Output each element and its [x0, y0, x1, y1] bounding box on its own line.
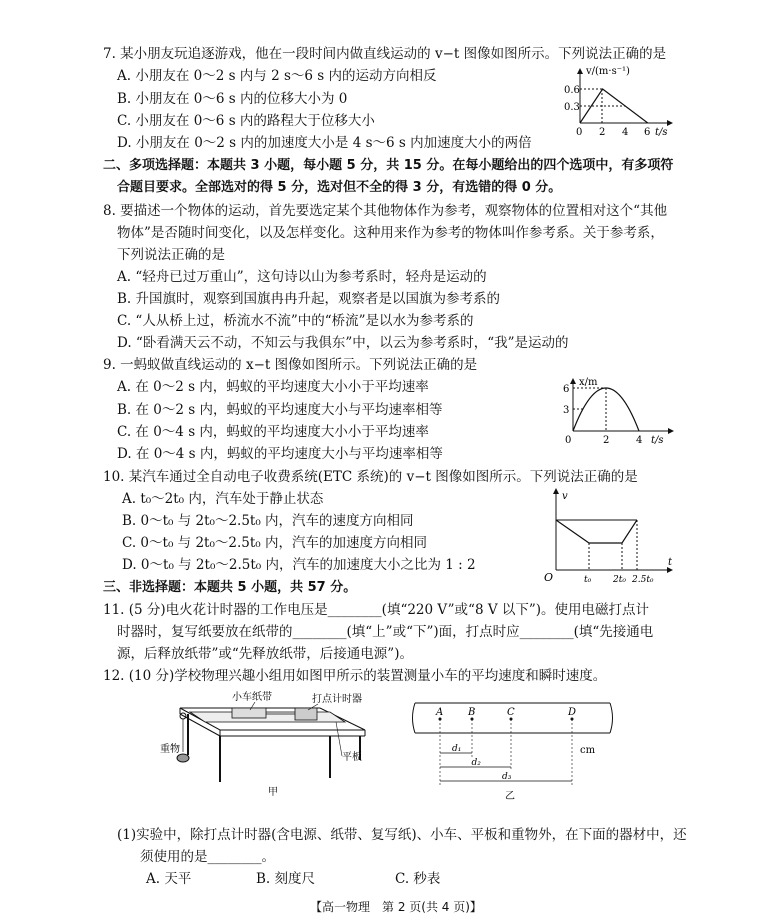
q8-option-a: A. “轻舟已过万重山”，这句诗以山为参考系时，轻舟是运动的	[117, 269, 487, 285]
q8-option-b: B. 升国旗时，观察到国旗冉冉升起，观察者是以国旗为参考系的	[117, 291, 501, 307]
q7-option-a: A. 小朋友在 0～2 s 内与 2 s～6 s 内的运动方向相反	[117, 68, 437, 84]
section2-heading-line1: 二、多项选择题：本题共 3 小题，每小题 5 分，共 15 分。在每小题给出的四个选项中，有多项符	[103, 158, 674, 173]
distance-label-d3: d₃	[502, 772, 512, 782]
q7-xtick-0: 0	[576, 127, 583, 138]
weight	[177, 754, 189, 762]
q12-option-a: A. 天平	[146, 871, 192, 887]
q9-option-c: C. 在 0～4 s 内，蚂蚁的平均速度大小小于平均速率	[117, 424, 429, 440]
q10-option-c: C. 0～t₀ 与 2t₀～2.5t₀ 内，汽车的加速度方向相同	[122, 535, 427, 551]
q11-line1: 11. (5 分)电火花计时器的工作电压是________(填“220 V”或“8 V 以下”)。使用电磁打点计	[103, 602, 650, 618]
q8-option-c: C. “人从桥上过，桥流水不流”中的“桥流”是以水为参考系的	[117, 313, 474, 329]
q8-option-d: D. “卧看满天云不动，不知云与我俱东”中，以云为参考系时，“我”是运动的	[117, 335, 569, 351]
label-cart-tape: 小车纸带	[232, 692, 272, 703]
q9-xtick-4: 4	[636, 435, 643, 446]
q7-x-label: t/s	[655, 127, 668, 138]
label-board: 平板	[342, 752, 362, 763]
q9-xtick-0: 0	[565, 435, 572, 446]
caption-yi: 乙	[505, 791, 515, 802]
q7-xtick-4: 4	[622, 127, 629, 138]
q12-option-b: B. 刻度尺	[256, 871, 316, 887]
q11-line2: 时器时，复写纸要放在纸带的________(填“上”或“下”)面，打点时应________(填“先接通电	[117, 624, 654, 640]
q7-option-c: C. 小朋友在 0～6 s 内的路程大于位移大小	[117, 113, 375, 129]
q12-figure-jia	[160, 690, 380, 800]
q8-stem-line3: 下列说法正确的是	[117, 247, 225, 263]
q10-option-d: D. 0～t₀ 与 2t₀～2.5t₀ 内，汽车的加速度大小之比为 1 : 2	[122, 557, 476, 573]
q9-stem: 9. 一蚂蚁做直线运动的 x−t 图像如图所示。下列说法正确的是	[103, 357, 478, 373]
q7-xtick-6: 6	[644, 127, 651, 138]
q9-option-d: D. 在 0～4 s 内，蚂蚁的平均速度大小与平均速率相等	[117, 446, 443, 462]
q8-stem-line2: 物体”是否随时间变化，以及怎样变化。这种用来作为参考的物体叫作参考系。关于参考系，	[117, 225, 664, 241]
page-footer: 【高一物理 第 2 页(共 4 页)】	[310, 900, 482, 914]
caption-jia: 甲	[268, 787, 278, 798]
q7-stem: 7. 某小朋友玩追逐游戏，他在一段时间内做直线运动的 v−t 图像如图所示。下列说法正确的是	[103, 46, 667, 62]
q10-xtick-2.5t0: 2.5t₀	[632, 575, 654, 585]
q12-figure-yi	[410, 695, 620, 805]
cart	[232, 708, 266, 718]
q7-vt-graph	[560, 65, 680, 140]
timer-device	[295, 708, 317, 720]
q9-x-label: t/s	[651, 435, 664, 446]
tape-unit: cm	[580, 745, 596, 756]
q10-origin: O	[544, 571, 554, 584]
q8-stem-line1: 8. 要描述一个物体的运动，首先要选定某个其他物体作为参考，观察物体的位置相对这个“其他	[103, 203, 668, 219]
label-weight: 重物	[160, 744, 180, 755]
q10-y-label: v	[562, 491, 568, 502]
q7-ytick-0.3: 0.3	[564, 102, 580, 113]
q7-option-b: B. 小朋友在 0～6 s 内的位移大小为 0	[117, 91, 348, 107]
q10-option-b: B. 0～t₀ 与 2t₀～2.5t₀ 内，汽车的速度方向相同	[122, 513, 414, 529]
q9-option-a: A. 在 0～2 s 内，蚂蚁的平均速度大小小于平均速率	[117, 379, 429, 395]
q12-sub1-line2: 须使用的是________。	[140, 849, 275, 865]
section2-heading-line2: 合题目要求。全部选对的得 5 分，选对但不全的得 3 分，有选错的得 0 分。	[117, 180, 562, 195]
q9-ytick-6: 6	[563, 384, 570, 395]
tape-point-label-B: B	[468, 707, 476, 718]
q7-y-label: v/(m·s⁻¹)	[586, 66, 630, 77]
q10-x-label: t	[668, 557, 673, 568]
q12-stem: 12. (10 分)学校物理兴趣小组用如图甲所示的装置测量小车的平均速度和瞬时速度。	[103, 668, 607, 684]
tape-point-label-A: A	[436, 707, 444, 718]
distance-label-d1: d₁	[452, 744, 462, 754]
q10-stem: 10. 某汽车通过全自动电子收费系统(ETC 系统)的 v−t 图像如图所示。下列说法正确的是	[103, 469, 638, 485]
q9-y-label: x/m	[579, 377, 598, 388]
q10-xtick-t0: t₀	[584, 575, 592, 585]
q11-line3: 源，后释放纸带”或“先释放纸带，后接通电源”)。	[117, 646, 413, 662]
q10-velocity-line	[556, 520, 637, 543]
q9-ytick-3: 3	[563, 405, 570, 416]
q10-option-a: A. t₀～2t₀ 内，汽车处于静止状态	[122, 491, 324, 507]
q12-option-c: C. 秒表	[395, 871, 441, 887]
q7-option-d: D. 小朋友在 0～2 s 内的加速度大小是 4 s～6 s 内加速度大小的两倍	[117, 135, 532, 151]
tape-point-label-D: D	[568, 707, 577, 718]
label-timer: 打点计时器	[312, 694, 362, 705]
q9-xt-graph	[555, 375, 685, 450]
q7-ytick-0.6: 0.6	[564, 85, 580, 96]
tape-point-label-C: C	[507, 707, 515, 718]
q10-xtick-2t0: 2t₀	[613, 575, 626, 585]
distance-label-d2: d₂	[471, 758, 481, 768]
section3-heading: 三、非选择题：本题共 5 小题，共 57 分。	[103, 580, 357, 595]
q9-xtick-2: 2	[603, 435, 610, 446]
q9-option-b: B. 在 0～2 s 内，蚂蚁的平均速度大小与平均速率相等	[117, 402, 443, 418]
q7-xtick-2: 2	[599, 127, 606, 138]
q12-sub1-line1: (1)实验中，除打点计时器(含电源、纸带、复写纸)、小车、平板和重物外，在下面的器材中，还	[117, 827, 687, 843]
q10-vt-graph	[540, 485, 680, 585]
